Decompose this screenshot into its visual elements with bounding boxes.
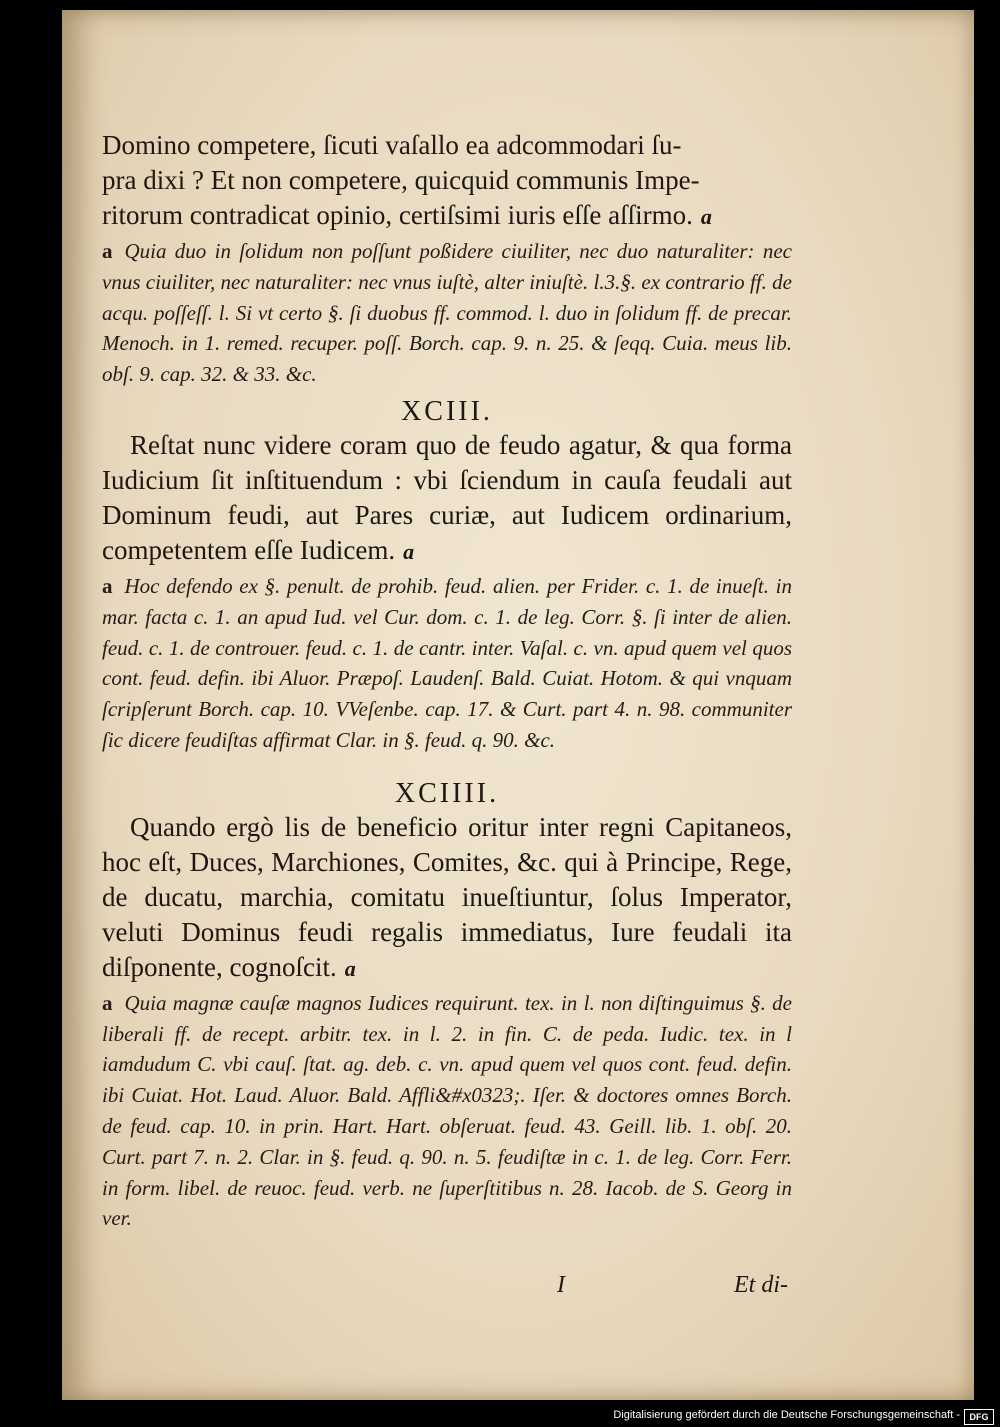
page-text [102,128,792,1234]
paragraph-1-line-3: ritorum contradicat opinio, certiſsimi iuris eſſe aſſirmo. [102,200,693,230]
footnote-marker: a [102,239,113,263]
paragraph-1 [102,128,792,234]
paragraph-3-text: Quando ergò lis de beneficio oritur inter regni Capitaneos, hoc eſt, Duces, Marchiones, Comites, &c. qui à Principe, Rege, de ducatu, marchia, comitatu inueſtiuntur, ſolus Imperator, veluti Dominus feudi regalis immediatus, Iure feudali ita diſponente, cognoſcit. [102,811,792,982]
footnote-marker: a [344,955,356,981]
catchword: Et di- [734,1272,788,1298]
signature-mark: I [557,1272,565,1298]
footnote-1 [102,236,792,390]
footnote-marker: a [102,573,113,598]
footnote-1-text: Quia duo in ſolidum non poſſunt poßidere ciuiliter, nec duo naturaliter: nec vnus ciuiliter, nec naturaliter: nec vnus iuſtè, alter iniuſtè. l.3.§. ex contrario ff. de acqu. poſſeſſ. l. Si vt certo §. ſi duobus ff. commod. l. duo in ſolidum ff. de precar. Menoch. in 1. remed. recuper. poſſ. Borch. cap. 9. n. 25. & ſeqq. Cuia. meus lib. obſ. 9. cap. 32. & 33. &c. [102,239,792,387]
paragraph-3 [102,810,792,986]
footnote-3 [102,988,792,1234]
funding-text: Digitalisierung gefördert durch die Deutsche Forschungsgemeinschaft - [613,1409,960,1421]
section-heading: XCIIII. [394,777,500,809]
footnote-3-text: Quia magnæ cauſæ magnos Iudices requirunt. tex. in l. non diſtinguimus §. de liberali ff. de recept. arbitr. tex. in l. 2. in fin. C. de peda. Iudic. tex. in l iamdudum C. vbi cauſ. ſtat. ag. deb. c. vn. apud quem vel quos cont. feud. defin. ibi Cuiat. Hot. Laud. Aluor. Bald. Affli&#x0323;. Iſer. & doctores omnes Borch. de feud. cap. 10. in prin. Hart. Hart. obſeruat. feud. 43. Geill. lib. 1. obſ. 20. Curt. part 7. n. 2. Clar. in §. feud. q. 90. n. 5. feudiſtæ in c. 1. de leg. Corr. Ferr. in form. libel. de reuoc. feud. verb. ne ſuperſtitibus n. 28. Iacob. de S. Georg in ver. [102,990,792,1231]
paragraph-2-text: Reſtat nunc videre coram quo de feudo agatur, & qua forma Iudicium ſit inſtituendum : vbi ſciendum in cauſa feudali aut Dominum feudi, aut Pares curiæ, aut Iudicem ordinarium, competentem eſſe Iudicem. [102,429,792,565]
section-heading: XCIII. [401,395,493,427]
footnote-marker: a [403,538,415,564]
funding-banner [0,1406,1000,1427]
book-page [62,10,974,1400]
paragraph-2 [102,428,792,569]
footnote-2 [102,571,792,756]
footnote-marker: a [700,204,712,229]
footnote-2-text: Hoc defendo ex §. penult. de prohib. feud. alien. per Frider. c. 1. de inueſt. in mar. facta c. 1. an apud Iud. vel Cur. dom. c. 1. de leg. Corr. §. ſi inter de alien. feud. c. 1. de controuer. feud. c. 1. de cantr. inter. Vaſal. c. vn. apud quem vel quos cont. feud. defin. ibi Aluor. Præpoſ. Laudenſ. Bald. Cuiat. Hotom. & qui vnquam ſcripſerunt Borch. cap. 10. VVeſenbe. cap. 17. & Curt. part 4. n. 98. communiter ſic dicere feudiſtas affirmat Clar. in §. feud. q. 90. &c. [102,573,792,752]
footnote-marker: a [102,990,113,1015]
paragraph-1-line-1: Domino competere, ſicuti vaſallo ea adcommodari ſu- [102,130,682,160]
paragraph-1-line-2: pra dixi ? Et non competere, quicquid communis Impe- [102,165,700,195]
dfg-logo: DFG [964,1409,994,1425]
page-footer-line [102,1272,792,1306]
